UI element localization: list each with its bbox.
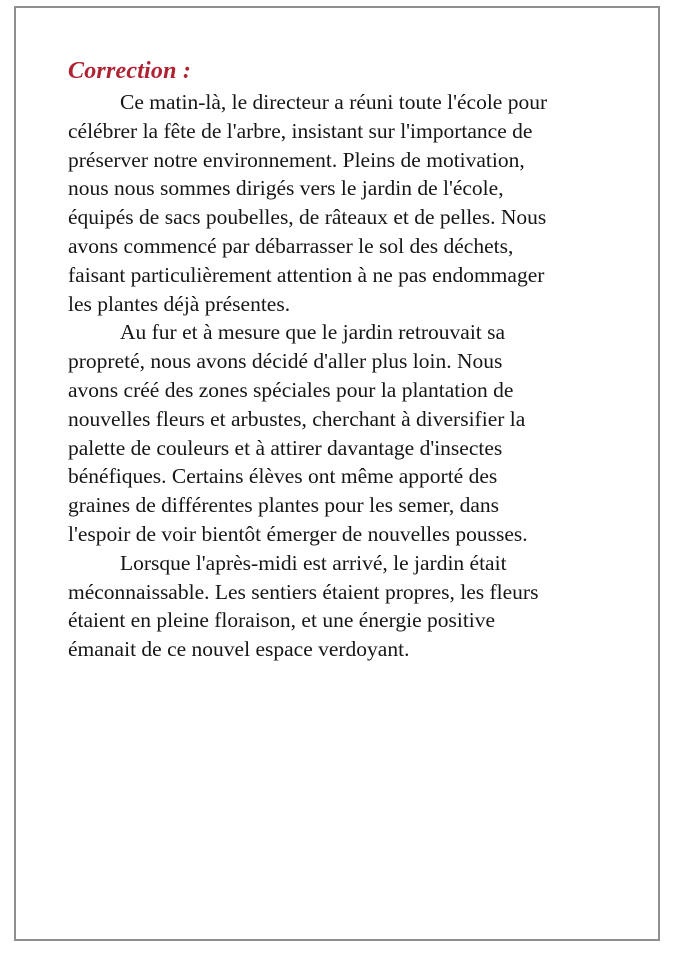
document-body bbox=[68, 88, 608, 664]
text-line: célébrer la fête de l'arbre, insistant sur l'importance de bbox=[68, 118, 533, 143]
text-line: faisant particulièrement attention à ne pas endommager bbox=[68, 262, 545, 287]
text-line: palette de couleurs et à attirer davantage d'insectes bbox=[68, 435, 503, 460]
text-line: avons créé des zones spéciales pour la plantation de bbox=[68, 377, 514, 402]
text-line: avons commencé par débarrasser le sol des déchets, bbox=[68, 233, 514, 258]
text-line: propreté, nous avons décidé d'aller plus loin. Nous bbox=[68, 349, 503, 374]
text-line: Ce matin-là, le directeur a réuni toute l'école pour bbox=[120, 90, 548, 114]
text-line: Au fur et à mesure que le jardin retrouvait sa bbox=[120, 320, 506, 345]
text-line: émanait de ce nouvel espace verdoyant. bbox=[68, 637, 410, 662]
text-line: nous nous sommes dirigés vers le jardin de l'école, bbox=[68, 176, 504, 201]
text-line: Lorsque l'après-midi est arrivé, le jardin était bbox=[120, 550, 507, 575]
text-line: graines de différentes plantes pour les semer, dans bbox=[68, 493, 499, 518]
paragraph-3 bbox=[68, 549, 608, 664]
text-line: nouvelles fleurs et arbustes, cherchant à diversifier la bbox=[68, 406, 526, 431]
text-line: l'espoir de voir bientôt émerger de nouvelles pousses. bbox=[68, 521, 528, 546]
text-line: bénéfiques. Certains élèves ont même apporté des bbox=[68, 464, 498, 489]
text-line: équipés de sacs poubelles, de râteaux et de pelles. Nous bbox=[68, 205, 547, 230]
paragraph-1 bbox=[68, 88, 608, 318]
text-line: méconnaissable. Les sentiers étaient propres, les fleurs bbox=[68, 579, 539, 604]
text-line: étaient en pleine floraison, et une énergie positive bbox=[68, 608, 496, 633]
page-frame bbox=[14, 6, 660, 941]
paragraph-2 bbox=[68, 318, 608, 548]
section-title: Correction : bbox=[68, 58, 192, 84]
text-line: les plantes déjà présentes. bbox=[68, 291, 291, 316]
text-line: préserver notre environnement. Pleins de motivation, bbox=[68, 147, 525, 172]
